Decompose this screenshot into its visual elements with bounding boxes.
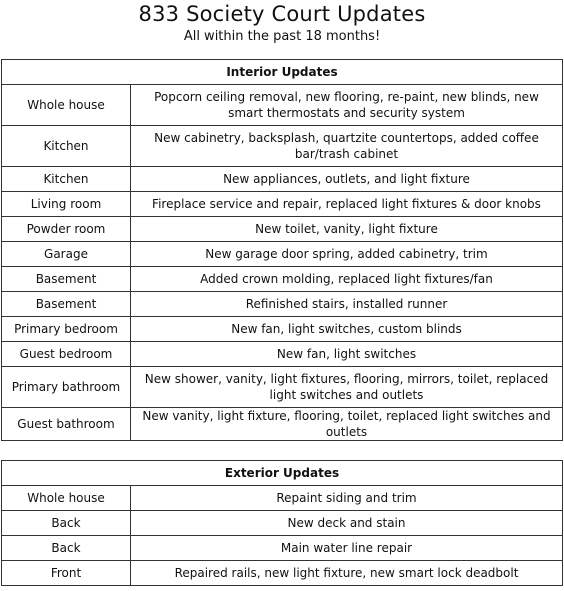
update-description-cell: Popcorn ceiling removal, new flooring, re-paint, new blinds, new smart thermostats and security system [131,85,563,126]
room-cell: Powder room [2,217,131,242]
table-row [2,167,563,192]
room-cell: Whole house [2,85,131,126]
table-row [2,342,563,367]
table-row [2,486,563,511]
table-row [2,126,563,167]
update-description-cell: New fan, light switches [131,342,563,367]
table-header-row [2,60,563,85]
update-description-cell: Added crown molding, replaced light fixtures/fan [131,267,563,292]
room-cell: Basement [2,267,131,292]
update-description-cell: Main water line repair [131,536,563,561]
table-header-row [2,461,563,486]
update-description-cell: New deck and stain [131,511,563,536]
update-description-cell: Fireplace service and repair, replaced light fixtures & door knobs [131,192,563,217]
update-description-cell: Repaired rails, new light fixture, new smart lock deadbolt [131,561,563,586]
update-description-cell: New fan, light switches, custom blinds [131,317,563,342]
table-row [2,408,563,441]
table-row [2,292,563,317]
room-cell: Back [2,536,131,561]
room-cell: Whole house [2,486,131,511]
table-row [2,561,563,586]
update-description-cell: New appliances, outlets, and light fixture [131,167,563,192]
table-row [2,217,563,242]
exterior-updates-table [1,460,563,586]
table-row [2,267,563,292]
interior-updates-table [1,59,563,441]
table-row [2,536,563,561]
page-title: 833 Society Court Updates [138,2,426,26]
table-row [2,85,563,126]
room-cell: Back [2,511,131,536]
update-description-cell: New shower, vanity, light fixtures, flooring, mirrors, toilet, replaced light switches and outlets [131,367,563,408]
update-description-cell: New cabinetry, backsplash, quartzite countertops, added coffee bar/trash cabinet [131,126,563,167]
room-cell: Guest bedroom [2,342,131,367]
room-cell: Front [2,561,131,586]
update-description-cell: Repaint siding and trim [131,486,563,511]
table-row [2,367,563,408]
room-cell: Kitchen [2,126,131,167]
update-description-cell: New vanity, light fixture, flooring, toilet, replaced light switches and outlets [131,408,563,441]
room-cell: Kitchen [2,167,131,192]
room-cell: Basement [2,292,131,317]
room-cell: Garage [2,242,131,267]
table-row [2,192,563,217]
table-row [2,317,563,342]
update-description-cell: Refinished stairs, installed runner [131,292,563,317]
exterior-table-header: Exterior Updates [2,461,563,486]
room-cell: Guest bathroom [2,408,131,441]
room-cell: Living room [2,192,131,217]
room-cell: Primary bedroom [2,317,131,342]
update-description-cell: New garage door spring, added cabinetry, trim [131,242,563,267]
page-subtitle: All within the past 18 months! [183,29,381,44]
room-cell: Primary bathroom [2,367,131,408]
table-row [2,242,563,267]
update-description-cell: New toilet, vanity, light fixture [131,217,563,242]
table-row [2,511,563,536]
interior-table-header: Interior Updates [2,60,563,85]
